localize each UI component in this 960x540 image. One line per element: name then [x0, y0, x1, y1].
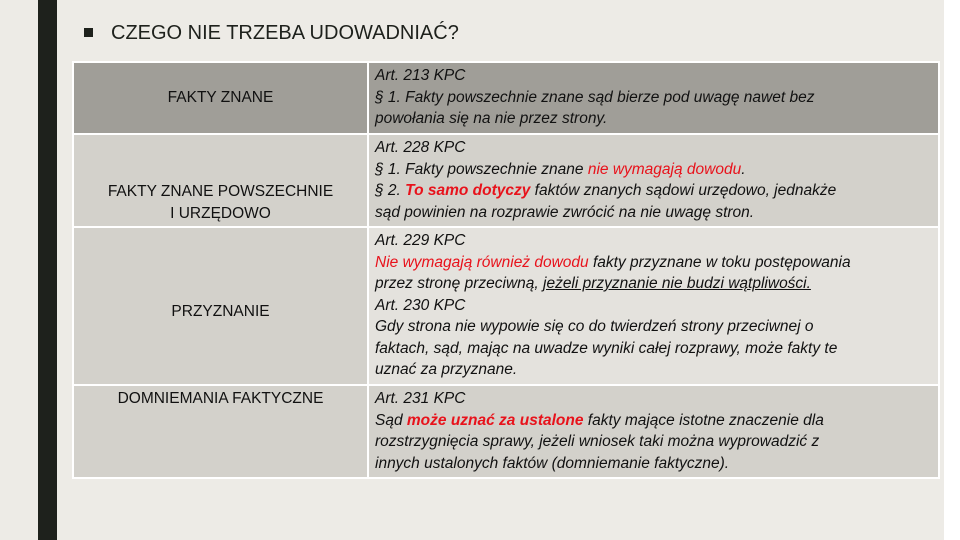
text-line: innych ustalonych faktów (domniemanie faktyczne).	[375, 454, 730, 472]
row-text	[368, 385, 939, 478]
text-line: § 1. Fakty powszechnie znane nie wymagają dowodu.	[375, 160, 746, 178]
text-line: powołania się na nie przez strony.	[375, 110, 608, 127]
facts-table	[72, 61, 940, 479]
row-label: FAKTY ZNANE POWSZECHNIE I URZĘDOWO	[73, 134, 368, 227]
table-row	[73, 227, 939, 385]
row-text	[368, 134, 939, 227]
table-row	[73, 62, 939, 134]
text-line: § 2. To samo dotyczy faktów znanych sądowi urzędowo, jednakże	[375, 182, 837, 199]
text-line: § 1. Fakty powszechnie znane sąd bierze pod uwagę nawet bez	[375, 88, 815, 106]
text-line: Art. 229 KPC	[375, 232, 466, 249]
right-edge-strip	[944, 0, 960, 540]
text-line: Art. 213 KPC	[375, 67, 466, 84]
slide-heading: CZEGO NIE TRZEBA UDOWADNIAĆ?	[111, 22, 459, 44]
text-line: uznać za przyznane.	[375, 361, 518, 378]
text-line: Art. 228 KPC	[375, 139, 466, 156]
row-label: FAKTY ZNANE	[73, 62, 368, 134]
side-accent-bar	[38, 0, 57, 540]
text-line: Art. 231 KPC	[375, 390, 466, 407]
text-line: faktach, sąd, mając na uwadze wyniki całej rozprawy, może fakty te	[375, 339, 838, 357]
emphasis-text: Nie wymagają również dowodu	[375, 253, 589, 271]
text-line: Sąd może uznać za ustalone fakty mające istotne znaczenie dla	[375, 411, 824, 429]
text-line: Art. 230 KPC	[375, 296, 466, 314]
text-line: Gdy strona nie wypowie się co do twierdzeń strony przeciwnej o	[375, 318, 814, 335]
table-row	[73, 385, 939, 478]
row-label: PRZYZNANIE	[73, 227, 368, 385]
text-line: sąd powinien na rozprawie zwrócić na nie uwagę stron.	[375, 203, 755, 221]
row-text	[368, 227, 939, 385]
emphasis-text: nie wymagają dowodu	[587, 160, 742, 178]
underlined-text: jeżeli przyznanie nie budzi wątpliwości.	[543, 275, 811, 292]
row-text	[368, 62, 939, 134]
text-line: rozstrzygnięcia sprawy, jeżeli wniosek taki można wyprowadzić z	[375, 433, 820, 450]
emphasis-text: może uznać za ustalone	[406, 411, 584, 429]
square-bullet-icon	[84, 28, 93, 37]
table-row	[73, 134, 939, 227]
emphasis-text: To samo dotyczy	[405, 182, 531, 199]
row-label: DOMNIEMANIA FAKTYCZNE	[73, 385, 368, 478]
text-line: Nie wymagają również dowodu fakty przyznane w toku postępowania	[375, 253, 851, 271]
text-line: przez stronę przeciwną, jeżeli przyznanie nie budzi wątpliwości.	[375, 275, 811, 292]
